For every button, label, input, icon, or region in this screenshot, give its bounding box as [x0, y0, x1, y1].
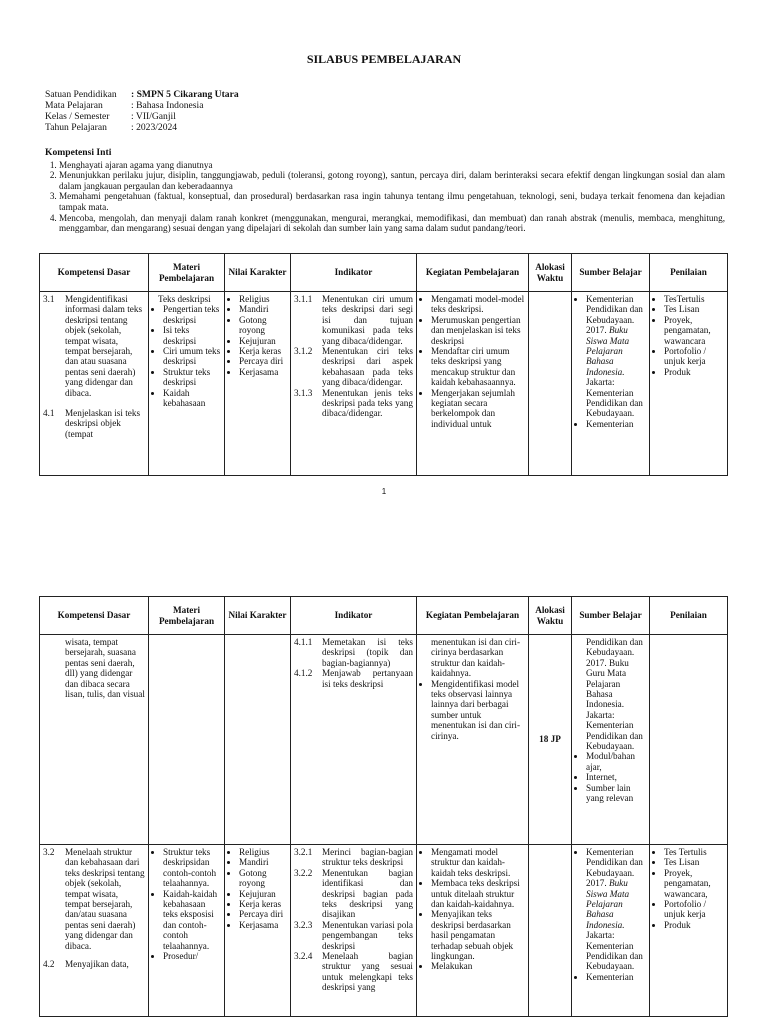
sumber-item: • Kementerian Pendidikan dan Kebudayaan. 2017. Buku Siswa Mata Pelajaran Bahasa Indonesia. Jakarta: Kementerian Pendidikan dan Kebudayaan.	[586, 294, 646, 419]
indikator-cell	[291, 845, 417, 1017]
sumber-item: • Kementerian Pendidikan dan Kebudayaan. 2017. Buku Siswa Mata Pelajaran Bahasa Indonesia. Jakarta: Kementerian Pendidikan dan Kebudayaan.	[586, 847, 646, 972]
header-nilai: Nilai Karakter	[225, 254, 291, 292]
header-alokasi: Alokasi Waktu	[529, 254, 572, 292]
ki-item: 2. Menunjukkan perilaku jujur, disiplin, tanggungjawab, peduli (toleransi, gotong royong), santun, percaya diri, dalam berinteraksi secara efektif dengan lingkungan sosial dan alam dalam jangkauan pergaulan dan keberadaannya	[59, 170, 725, 191]
header-indikator: Indikator	[291, 254, 417, 292]
nilai-item: • Kerjasama	[239, 367, 287, 377]
kegiatan-cell	[417, 845, 529, 1017]
sumber-item: • Kementerian	[586, 972, 646, 982]
kd-item: 4.2 Menyajikan data,	[43, 959, 129, 970]
indikator-item: 4.1.2 Menjawab pertanyaan isi teks deskripsi	[294, 668, 413, 689]
sumber-item: • Sumber lain yang relevan	[586, 783, 646, 804]
kegiatan-cell	[417, 292, 529, 476]
indikator-item: 3.2.2 Menentukan bagian identifikasi dan deskripsi bagian pada teks deskripsi yang disajikan	[294, 867, 413, 920]
table-row	[40, 845, 728, 1017]
info-value: : VII/Ganjil	[131, 111, 176, 122]
materi-cell	[149, 845, 225, 1017]
sumber-item: • Modul/bahan ajar,	[586, 751, 646, 772]
sumber-continuation: Pendidikan dan Kebudayaan. 2017. Buku Guru Mata Pelajaran Bahasa Indonesia. Jakarta: Kementerian Pendidikan dan Kebudayaan.	[586, 637, 643, 752]
kegiatan-item: • Merumuskan pengertian dan menjelaskan isi teks deskripsi	[431, 315, 525, 346]
info-row	[45, 89, 239, 100]
nilai-item: • Gotong royong	[239, 315, 287, 336]
info-row	[45, 100, 239, 111]
header-nilai: Nilai Karakter	[225, 597, 291, 635]
kegiatan-item: • Mendaftar ciri umum teks deskripsi yang mencakup struktur dan kaidah kebahasaannya.	[431, 346, 525, 388]
penilaian-item: • TesTertulis	[664, 294, 724, 304]
kegiatan-item: • Membaca teks deskripsi untuk ditelaah struktur dan kaidah-kaidahnya.	[431, 878, 525, 909]
materi-cell	[149, 292, 225, 476]
header-indikator: Indikator	[291, 597, 417, 635]
ki-item: 1. Menghayati ajaran agama yang dianutnya	[59, 160, 725, 171]
materi-item: • Isi teks deskripsi	[163, 325, 221, 346]
kd-item: 3.1 Mengidentifikasi informasi dalam teks deskripsi tentang objek (sekolah, tempat wisata, tempat bersejarah, dan atau suasana pentas seni daerah) yang didengar dan dibaca.	[43, 294, 143, 398]
nilai-item: • Kerjasama	[239, 920, 287, 930]
header-materi: Materi Pembelajaran	[149, 254, 225, 292]
nilai-item: • Percaya diri	[239, 356, 287, 366]
info-value: : SMPN 5 Cikarang Utara	[131, 89, 239, 100]
penilaian-item: • Tes Lisan	[664, 857, 724, 867]
nilai-item: • Religius	[239, 294, 287, 304]
document-title: SILABUS PEMBELAJARAN	[306, 52, 462, 66]
document-page-2	[0, 560, 768, 1024]
indikator-item: 3.2.4 Menelaah bagian struktur yang sesuai untuk melengkapi teks deskripsi yang	[294, 951, 413, 993]
kegiatan-item: • Mengamati model struktur dan kaidah-kaidah teks deskripsi.	[431, 847, 525, 878]
nilai-item: • Gotong royong	[239, 868, 287, 889]
sumber-item: • Internet,	[586, 772, 646, 782]
kd-cell	[40, 635, 149, 845]
header-kegiatan: Kegiatan Pembelajaran	[417, 254, 529, 292]
kegiatan-continuation: menentukan isi dan ciri-cirinya berdasarkan struktur dan kaidah-kaidahnya.	[431, 637, 521, 679]
header-kompetensi-dasar: Kompetensi Dasar	[40, 597, 149, 635]
materi-item: • Kaidah-kaidah kebahasaan teks eksposisi dan contoh-contoh telaahannya.	[163, 889, 221, 951]
alokasi-cell	[529, 845, 572, 1017]
penilaian-item: • Tes Tertulis	[664, 847, 724, 857]
kegiatan-item: • Mengerjakan sejumlah kegiatan secara berkelompok dan individual untuk	[431, 388, 525, 430]
materi-item: • Struktur teks deskripsi	[163, 367, 221, 388]
penilaian-item: • Portofolio / unjuk kerja	[664, 899, 724, 920]
kd-continuation: wisata, tempat bersejarah, suasana pentas seni daerah, dll) yang didengar dan dibaca secara lisan, tulis, dan visual	[65, 637, 145, 700]
header-materi: Materi Pembelajaran	[149, 597, 225, 635]
table-row	[40, 292, 728, 476]
materi-item: • Struktur teks deskripsidan contoh-contoh telaahannya.	[163, 847, 221, 889]
kd-cell	[40, 292, 149, 476]
kegiatan-cell	[417, 635, 529, 845]
nilai-item: • Kerja keras	[239, 899, 287, 909]
sumber-cell	[572, 292, 650, 476]
kegiatan-item: • Mengamati model-model teks deskripsi.	[431, 294, 525, 315]
indikator-item: 3.1.1 Menentukan ciri umum teks deskripsi dari segi isi dan tujuan komunikasi pada teks yang dibaca/didengar.	[294, 294, 413, 346]
materi-item: • Kaidah kebahasaan	[163, 388, 221, 409]
kegiatan-item: • Mengidentifikasi model teks observasi lainnya lainnya dari berbagai sumber untuk menentukan isi dan ciri-cirinya.	[431, 679, 525, 741]
ki-item: 3. Memahami pengetahuan (faktual, konseptual, dan prosedural) berdasarkan rasa ingin tahunya tentang ilmu pengetahuan, teknologi, seni, budaya terkait fenomena dan kejadian tampak mata.	[59, 191, 725, 212]
penilaian-item: • Tes Lisan	[664, 304, 724, 314]
materi-item: • Prosedur/	[163, 951, 221, 961]
info-row	[45, 111, 239, 122]
kd-item: 3.2 Menelaah struktur dan kebahasaan dari teks deskripsi tentang objek (sekolah, tempat wisata, tempat bersejarah, dan/atau suasana pentas seni daerah) yang didengar dan dibaca.	[43, 847, 145, 951]
syllabus-table-2	[39, 596, 728, 1017]
indikator-item: 3.2.3 Menentukan variasi pola pengembangan teks deskripsi	[294, 919, 413, 951]
header-penilaian: Penilaian	[650, 254, 728, 292]
materi-heading: Teks deskripsi	[158, 294, 211, 304]
indikator-item: 3.1.2 Menentukan ciri teks deskripsi dari aspek kebahasaan pada teks yang dibaca/didengar.	[294, 346, 413, 388]
alokasi-cell: 18 JP	[529, 635, 572, 845]
kegiatan-item: • Menyajikan teks deskripsi berdasarkan hasil pengamatan terhadap sebuah objek lingkungan.	[431, 909, 525, 961]
nilai-cell	[225, 292, 291, 476]
nilai-item: • Percaya diri	[239, 909, 287, 919]
kegiatan-item: • Melakukan	[431, 961, 525, 971]
penilaian-item: • Produk	[664, 367, 724, 377]
info-row	[45, 122, 239, 133]
nilai-item: • Mandiri	[239, 304, 287, 314]
info-label: Satuan Pendidikan	[45, 89, 117, 100]
ki-item: 4. Mencoba, mengolah, dan menyaji dalam ranah konkret (menggunakan, mengurai, merangkai, memodifikasi, dan membuat) dan ranah abstrak (menulis, membaca, menghitung, menggambar, dan mengarang) sesuai dengan yang dipelajari di sekolah dan sumber lain yang sama dalam sudut pandang/teori.	[59, 213, 725, 234]
nilai-item: • Kejujuran	[239, 889, 287, 899]
alokasi-cell	[529, 292, 572, 476]
syllabus-table-1	[39, 253, 728, 476]
table-header-row	[40, 597, 728, 635]
info-label: Tahun Pelajaran	[45, 122, 107, 133]
nilai-item: • Kejujuran	[239, 336, 287, 346]
penilaian-item: • Proyek, pengamatan, wawancara,	[664, 868, 724, 899]
ki-list	[45, 160, 725, 234]
kd-item: 4.1 Menjelaskan isi teks deskripsi objek (tempat	[43, 408, 141, 439]
table-row	[40, 635, 728, 845]
sumber-cell	[572, 845, 650, 1017]
document-page-1	[0, 0, 768, 500]
ki-heading: Kompetensi Inti	[45, 147, 112, 158]
penilaian-cell	[650, 635, 728, 845]
kompetensi-inti	[45, 148, 725, 234]
penilaian-cell	[650, 845, 728, 1017]
header-penilaian: Penilaian	[650, 597, 728, 635]
header-sumber: Sumber Belajar	[572, 254, 650, 292]
nilai-item: • Kerja keras	[239, 346, 287, 356]
sumber-cell	[572, 635, 650, 845]
page-number: 1	[381, 487, 387, 496]
indikator-cell	[291, 635, 417, 845]
penilaian-item: • Produk	[664, 920, 724, 930]
nilai-item: • Mandiri	[239, 857, 287, 867]
nilai-cell	[225, 635, 291, 845]
indikator-cell	[291, 292, 417, 476]
kd-cell	[40, 845, 149, 1017]
sumber-item: • Kementerian	[586, 419, 646, 429]
indikator-item: 3.2.1 Merinci bagian-bagian struktur teks deskripsi	[294, 847, 413, 868]
nilai-cell	[225, 845, 291, 1017]
penilaian-item: • Proyek, pengamatan, wawancara	[664, 315, 724, 346]
materi-cell	[149, 635, 225, 845]
header-alokasi: Alokasi Waktu	[529, 597, 572, 635]
header-kegiatan: Kegiatan Pembelajaran	[417, 597, 529, 635]
table-header-row	[40, 254, 728, 292]
nilai-item: • Religius	[239, 847, 287, 857]
indikator-item: 3.1.3 Menentukan jenis teks deskripsi pada teks yang dibaca/didengar.	[294, 387, 413, 419]
indikator-item: 4.1.1 Memetakan isi teks deskripsi (topik dan bagian-bagiannya)	[294, 637, 413, 668]
header-kompetensi-dasar: Kompetensi Dasar	[40, 254, 149, 292]
info-label: Mata Pelajaran	[45, 100, 103, 111]
penilaian-item: • Portofolio / unjuk kerja	[664, 346, 724, 367]
penilaian-cell	[650, 292, 728, 476]
school-info	[45, 89, 239, 133]
header-sumber: Sumber Belajar	[572, 597, 650, 635]
info-value: : Bahasa Indonesia	[131, 100, 204, 111]
materi-item: • Ciri umum teks deskripsi	[163, 346, 221, 367]
materi-item: • Pengertian teks deskripsi	[163, 304, 221, 325]
info-label: Kelas / Semester	[45, 111, 110, 122]
info-value: : 2023/2024	[131, 122, 178, 133]
